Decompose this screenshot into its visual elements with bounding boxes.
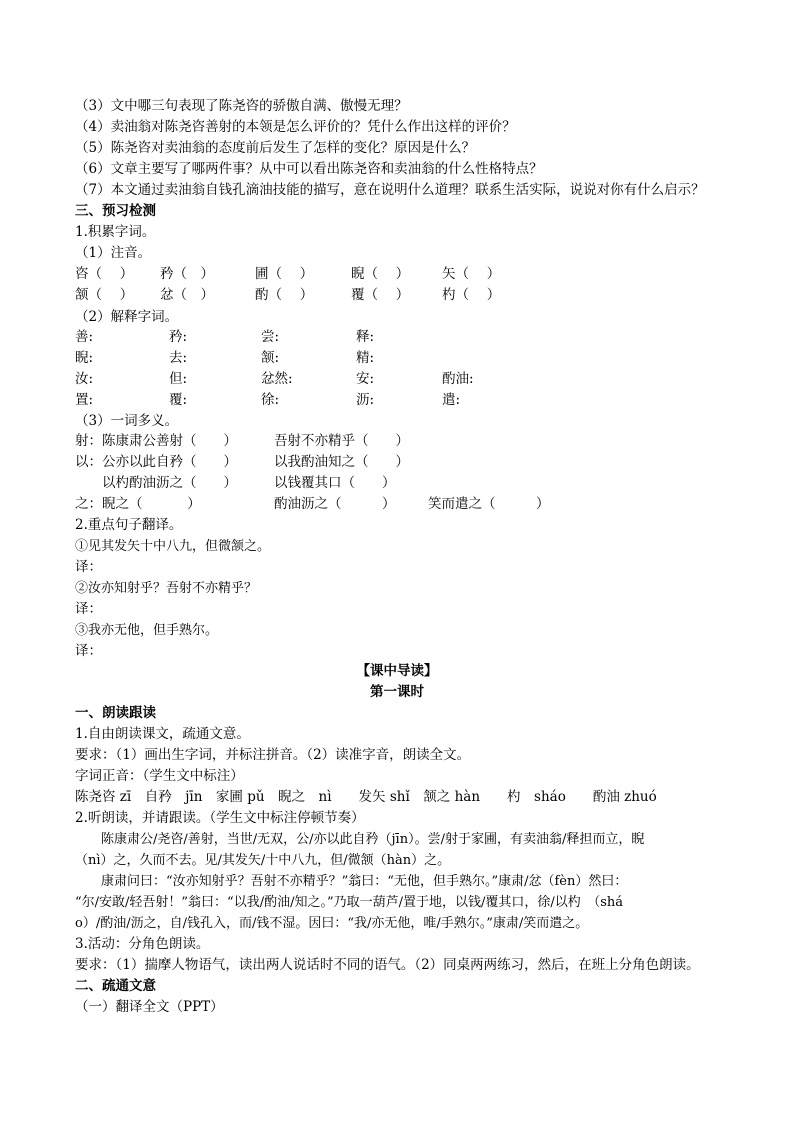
pinyin-cell: 咨（ ） <box>75 266 134 282</box>
polysemy-cell: 射：陈康肃公善射（ ） <box>75 433 237 449</box>
pinyin-cell: 矢（ ） <box>442 266 501 282</box>
gloss-row-2 <box>75 348 575 369</box>
gloss-cell: 安: <box>356 371 375 387</box>
gloss-cell: 睨: <box>75 350 94 366</box>
pinyin-cell: 矜（ ） <box>160 266 214 282</box>
polysemy-cell: 以：公亦以此自矜（ ） <box>75 454 237 470</box>
sub-gloss: （2）解释字词。 <box>75 309 179 325</box>
question-4: （4）卖油翁对陈尧咨善射的本领是怎么评价的？凭什么作出这样的评价？ <box>75 119 516 135</box>
pinyin-cell: 睨（ ） <box>351 266 410 282</box>
gloss-cell: 善: <box>75 329 94 345</box>
gloss-cell: 但: <box>169 371 188 387</box>
question-6: （6）文章主要写了哪两件事？从中可以看出陈尧咨和卖油翁的什么性格特点？ <box>75 161 543 177</box>
translation-label-2: 译： <box>75 601 102 617</box>
gloss-row-3 <box>75 369 575 390</box>
question-3: （3）文中哪三句表现了陈尧咨的骄傲自满、傲慢无理？ <box>75 98 408 114</box>
pinyin-cell: 颔（ ） <box>75 287 134 303</box>
gloss-cell: 矜: <box>169 329 188 345</box>
gloss-cell: 遣: <box>442 392 461 408</box>
translation-task: （一）翻译全文（PPT） <box>75 999 224 1015</box>
gloss-cell: 颔: <box>261 350 280 366</box>
polysemy-row-2 <box>75 452 595 473</box>
question-7: （7）本文通过卖油翁自钱孔滴油技能的描写，意在说明什么道理？联系生活实际，说说对你有什么启示？ <box>75 182 705 198</box>
pinyin-cell: 圃（ ） <box>255 266 314 282</box>
polysemy-cell: 以杓酌油沥之（ ） <box>75 475 237 491</box>
classical-text-line: （nì）之，久而不去。见/其发矢/十中八九，但/微颔（hàn）之。 <box>75 853 451 868</box>
item-sentence-translation: 2.重点句子翻译。 <box>75 517 183 533</box>
sentence-3: ③我亦无他，但手熟尔。 <box>75 623 219 638</box>
reading-step-2: 2.听朗读，并请跟读。（学生文中标注停顿节奏） <box>75 810 365 826</box>
question-5: （5）陈尧咨对卖油翁的态度前后发生了怎样的变化？原因是什么？ <box>75 140 476 156</box>
pinyin-cell: 酌（ ） <box>255 287 314 303</box>
gloss-cell: 忿然: <box>261 371 293 387</box>
pronunciation-heading: 字词正音：（学生文中标注） <box>75 768 244 784</box>
classical-text-line: 陈康肃公/尧咨/善射，当世/无双，公/亦以此自矜（jīn）。尝/射于家圃，有卖油翁/释担而立，睨 <box>75 832 645 847</box>
polysemy-row-1 <box>75 431 595 452</box>
item-accumulate-words: 1.积累字词。 <box>75 224 156 240</box>
polysemy-cell: 酌油沥之（ ） <box>274 496 396 512</box>
lesson-title: 【课中导读】 <box>356 663 438 679</box>
reading-requirement-3: 要求：（1）揣摩人物语气，读出两人说话时不同的语气。（2）同桌两两练习，然后，在班上分角色朗读。 <box>75 957 700 973</box>
lesson-subtitle: 第一课时 <box>370 684 424 700</box>
translation-label-3: 译： <box>75 643 102 659</box>
section-heading-preview-check: 三、预习检测 <box>75 203 156 219</box>
gloss-cell: 置: <box>75 392 94 408</box>
polysemy-cell: 笑而遣之（ ） <box>428 496 550 512</box>
polysemy-cell: 以钱覆其口（ ） <box>274 475 396 491</box>
gloss-cell: 徐: <box>261 392 280 408</box>
polysemy-cell: 之：睨之（ ） <box>75 496 201 512</box>
gloss-cell: 汝: <box>75 371 94 387</box>
sentence-2: ②汝亦知射乎？吾射不亦精乎？ <box>75 581 258 596</box>
gloss-cell: 尝: <box>261 329 280 345</box>
sentence-1: ①见其发矢十中八九，但微颔之。 <box>75 539 271 554</box>
pinyin-cell: 杓（ ） <box>442 287 501 303</box>
reading-requirement-1: 要求：（1）画出生字词，并标注拼音。（2）读准字音，朗读全文。 <box>75 747 471 763</box>
classical-text-line: “尔/安敢/轻吾射！”翁曰：“以我/酌油/知之。”乃取一葫芦/置于地，以钱/覆其口，徐/以杓 （shá <box>75 895 624 910</box>
reading-step-1: 1.自由朗读课文，疏通文意。 <box>75 726 250 742</box>
pronunciation-list: 陈尧咨 zī 自矜 jīn 家圃 pǔ 睨之 nì 发矢 shǐ 颔之 hàn 杓 sháo 酌油 zhuó <box>75 789 657 805</box>
polysemy-row-3 <box>75 473 595 494</box>
polysemy-row-4 <box>75 494 635 515</box>
classical-text-line: 康肃问曰：“汝亦知射乎？吾射不亦精乎？”翁曰：“无他，但手熟尔。”康肃/忿（fèn）然曰： <box>75 874 628 889</box>
gloss-cell: 去: <box>169 350 188 366</box>
gloss-row-4 <box>75 390 575 411</box>
translation-label-1: 译： <box>75 559 102 575</box>
polysemy-cell: 以我酌油知之（ ） <box>274 454 409 470</box>
polysemy-cell: 吾射不亦精乎（ ） <box>274 433 409 449</box>
pinyin-cell: 忿（ ） <box>160 287 214 303</box>
section-heading-meaning: 二、疏通文意 <box>75 978 156 994</box>
gloss-cell: 覆: <box>169 392 188 408</box>
gloss-row-1 <box>75 327 575 348</box>
gloss-cell: 沥: <box>356 392 375 408</box>
classical-text-line: o）/酌油/沥之，自/钱孔入，而/钱不湿。因曰：“我/亦无他，唯/手熟尔。”康肃/笑而遣之。 <box>75 916 589 931</box>
sub-polysemy: （3）一词多义。 <box>75 413 179 429</box>
sub-pinyin: （1）注音。 <box>75 245 152 261</box>
pinyin-cell: 覆（ ） <box>351 287 410 303</box>
gloss-cell: 释: <box>356 329 375 345</box>
section-heading-reading: 一、朗读跟读 <box>75 705 156 721</box>
gloss-cell: 精: <box>356 350 375 366</box>
gloss-cell: 酌油: <box>442 371 474 387</box>
reading-step-3: 3.活动：分角色朗读。 <box>75 936 210 952</box>
